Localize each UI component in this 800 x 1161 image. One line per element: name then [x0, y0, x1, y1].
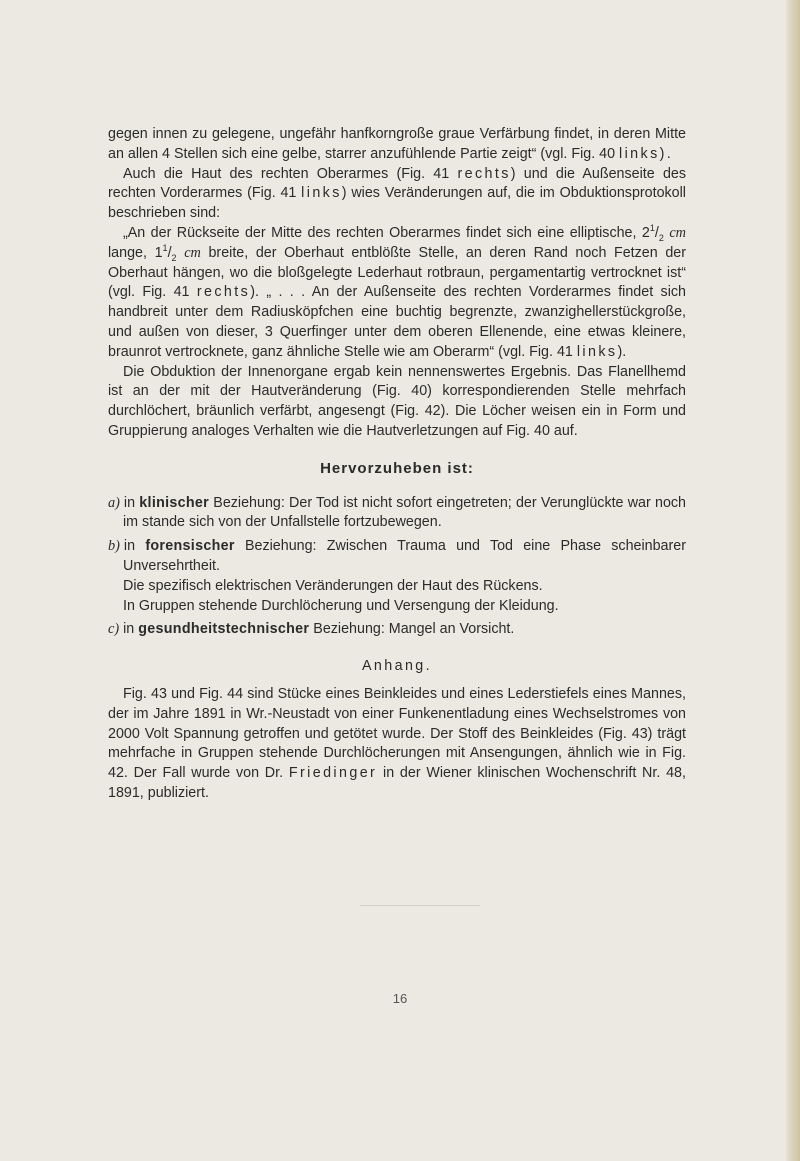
paragraph-3: Die Obduktion der Innenorgane ergab kein nennenswertes Ergebnis. Das Flanellhemd ist an der mit der Hautveränderung (Fig. 40) korrespondierenden Stelle mehrfach durchlöchert, bräunlich verfärbt, angesengt (Fig. 42). Die Löcher weisen ein in Form und Gruppierung analoges Verhalten wie die Hautverletzungen auf Fig. 40 auf.	[108, 363, 686, 439]
paragraph-2: Auch die Haut des rechten Oberarmes (Fig. 41 rechts) und die Außenseite des rechten Vorderarmes (Fig. 41 links) wies Veränderungen auf, die im Obduktionsprotokoll beschrieben sind:	[108, 165, 686, 222]
list-item-c: c) in gesundheitstechnischer Beziehung: Mangel an Vorsicht.	[108, 621, 515, 638]
page-edge	[786, 0, 800, 1161]
appendix-heading: Anhang.	[361, 658, 433, 675]
appendix-paragraph: Fig. 43 und Fig. 44 sind Stücke eines Beinkleides und eines Lederstiefels eines Mannes, der im Jahre 1891 in Wr.-Neustadt von einer Funkenentladung eines Wechselstromes von 2000 Volt Spannung getroffen und getötet wurde. Der Stoff des Beinkleides (Fig. 43) trägt mehrfache in Gruppen stehende Durchlöcherungen mit Ansengungen, ähnlich wie in Fig. 42. Der Fall wurde von Dr. Friedinger in der Wiener klinischen Wochenschrift Nr. 48, 1891, publiziert.	[108, 685, 686, 801]
fraction-two-and-half: $2^1/_2$	[641, 223, 664, 243]
quote-paragraph: „An der Rückseite der Mitte des rechten Oberarmes findet sich eine elliptische, $2^1/_2$ cm lange, $1^1/_2$ cm breite, der Oberhaut entblößte Stelle, an deren Rand noch Fetzen der Oberhaut hängen, wo die bloßgelegte Lederhaut rotbraun, pergamentartig vertrocknet ist“ (vgl. Fig. 41 rechts). „ . . . An der Außenseite des rechten Vorderarmes findet sich handbreit unter dem Radiusköpfchen eine buchtig begrenzte, zwanzighellerstückgroße, und außen von dieser, 3 Querfinger unter dem oberen Ellenende, eine etwas kleinere, braunrot vertrocknete, ganz ähnliche Stelle wie am Oberarm“ (vgl. Fig. 41 links).	[108, 223, 686, 360]
document-body	[108, 125, 686, 804]
section-heading: Hervorzuheben ist:	[320, 459, 474, 477]
page-number: 16	[392, 991, 408, 1006]
list-item-a: a) in klinischer Beziehung: Der Tod ist nicht sofort eingetreten; der Verunglückte war noch im stande sich von der Unfallstelle fortzubewegen.	[108, 494, 686, 531]
paragraph-1: gegen innen zu gelegene, ungefähr hanfkorngroße graue Verfärbung findet, in deren Mitte an allen 4 Stellen sich eine gelbe, starrer anzufühlende Partie zeigt“ (vgl. Fig. 40 links).	[108, 126, 686, 162]
fraction-one-and-half: $1^1/_2$	[154, 243, 177, 263]
faint-rule	[360, 905, 480, 906]
list-item-b: b) in forensischer Beziehung: Zwischen Trauma und Tod eine Phase scheinbarer Unversehrtheit. Die spezifisch elektrischen Veränderungen der Haut des Rückens. In Gruppen stehende Durchlöcherung und Versengung der Kleidung.	[108, 538, 686, 614]
